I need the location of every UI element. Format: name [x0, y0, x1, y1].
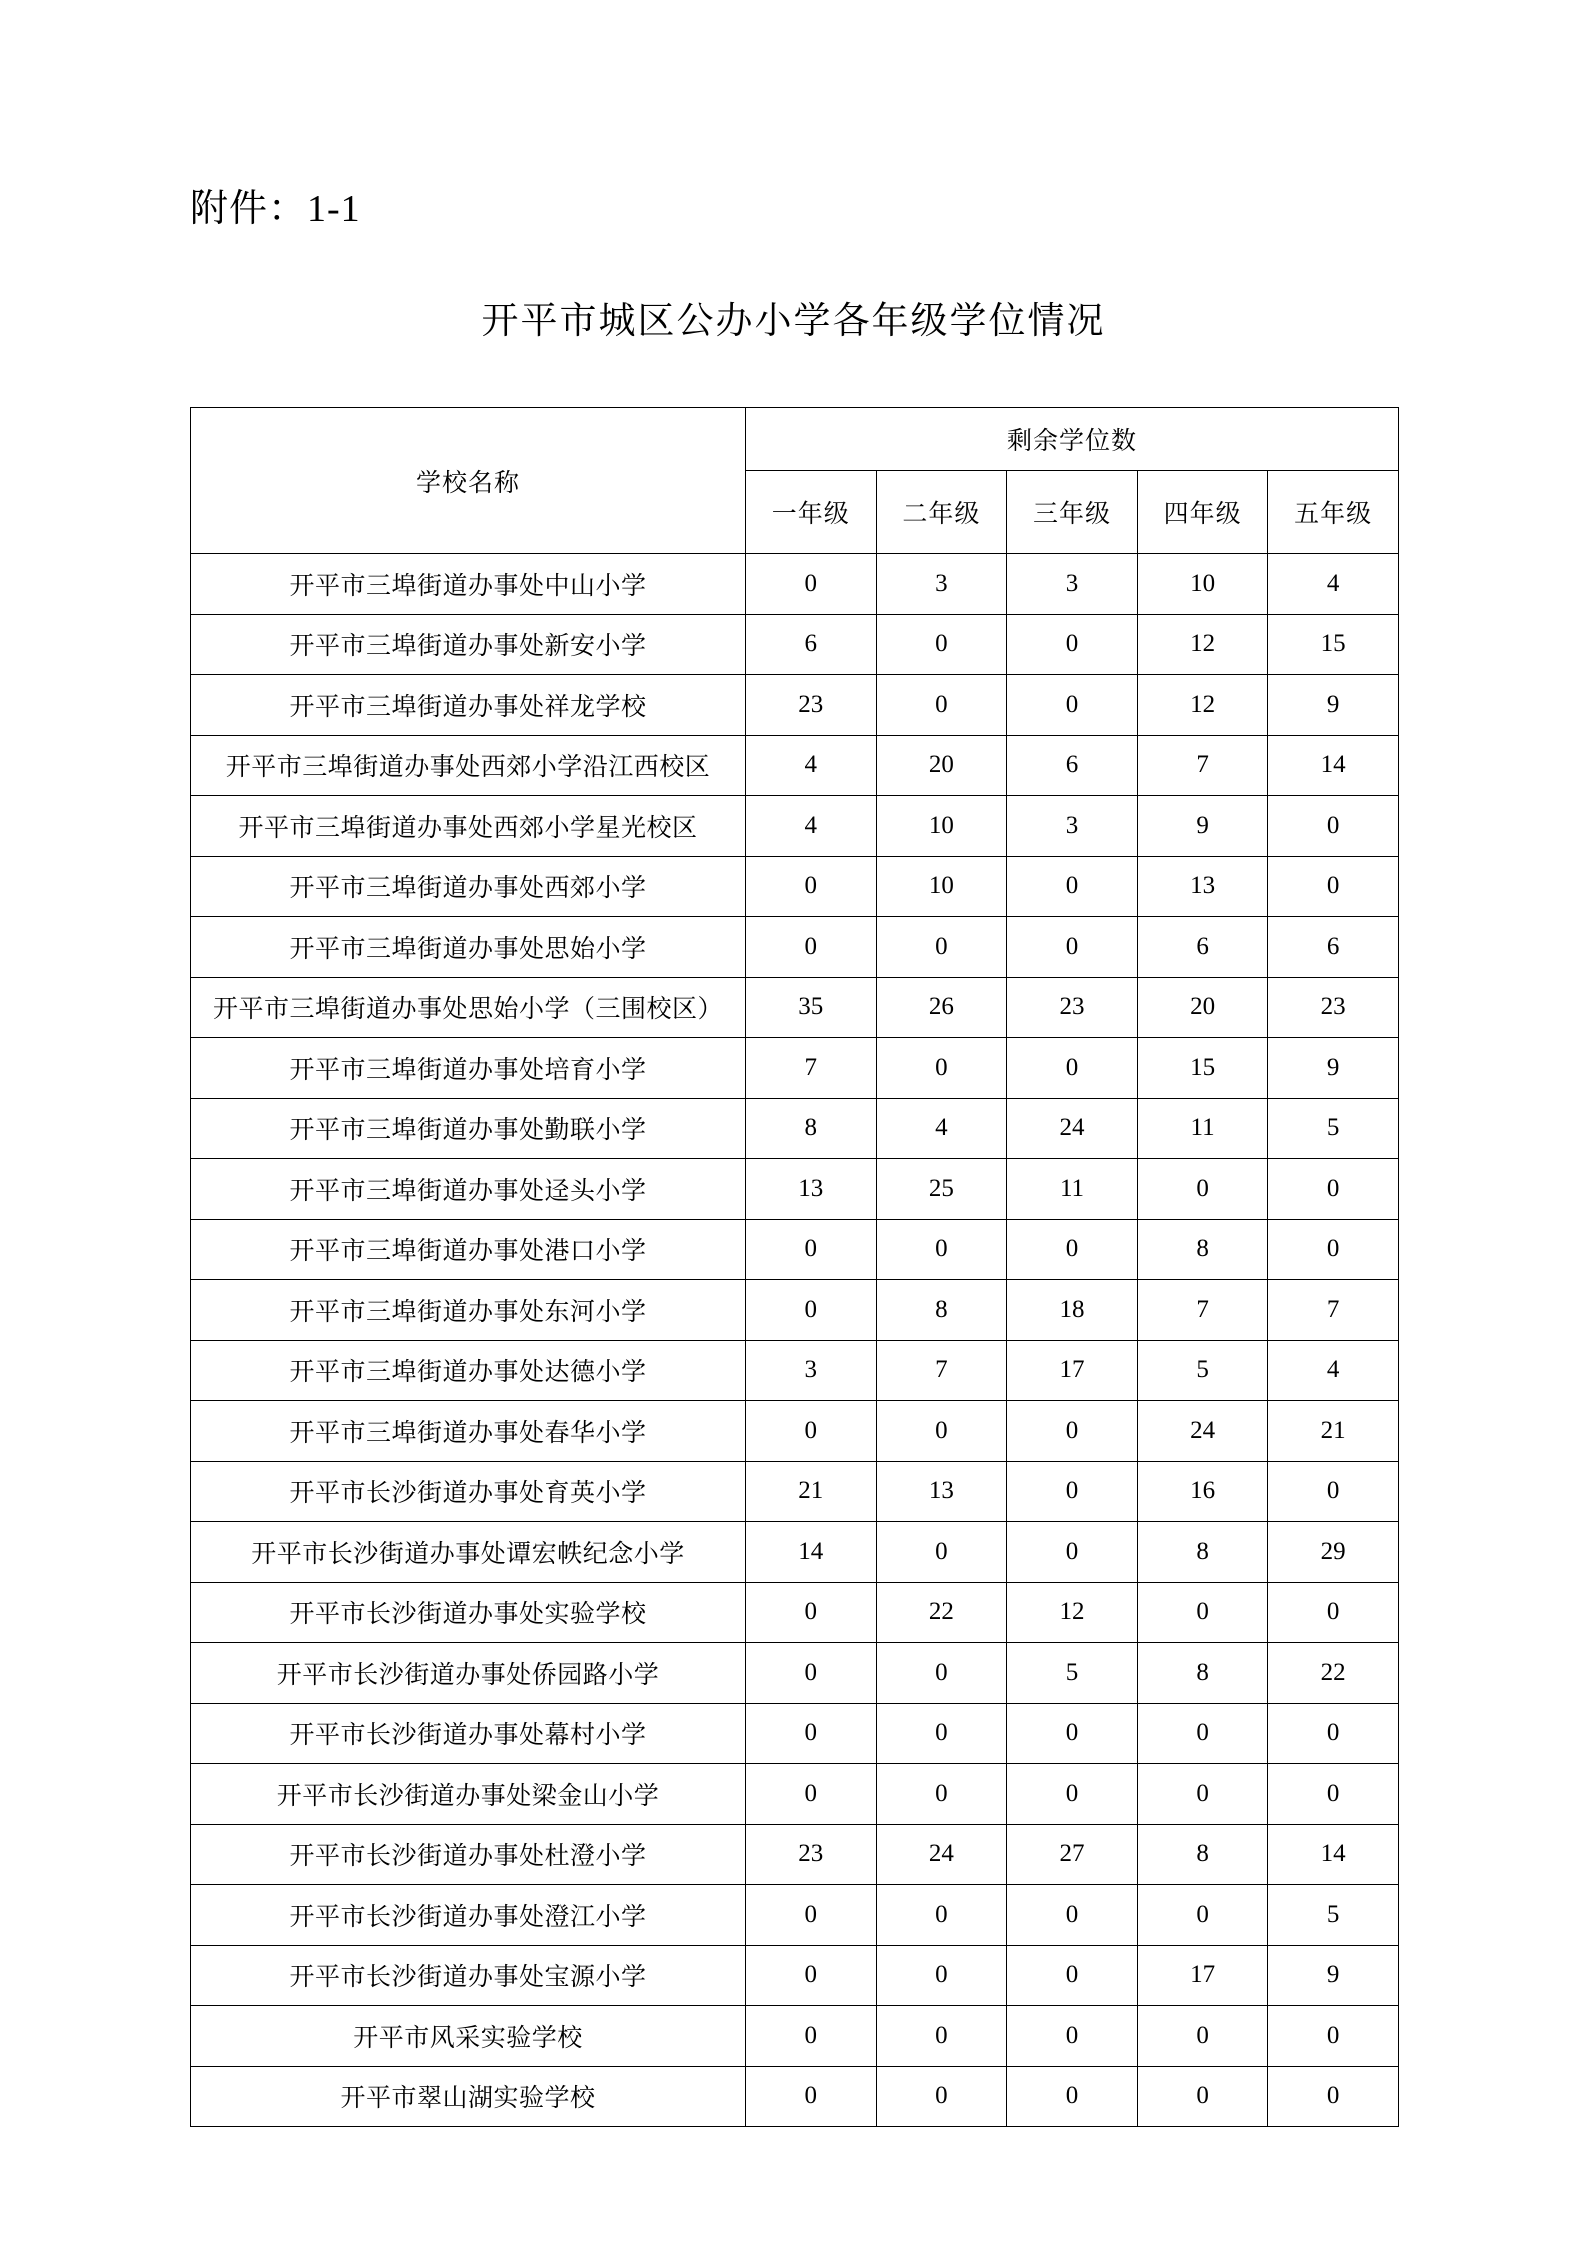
seats-cell-grade-2: 4	[876, 1098, 1007, 1159]
seats-cell-grade-4: 5	[1137, 1340, 1268, 1401]
table-header	[191, 408, 1399, 554]
table-row	[191, 1522, 1399, 1583]
seats-cell-grade-2: 0	[876, 917, 1007, 978]
seats-cell-grade-4: 9	[1137, 796, 1268, 857]
school-name-cell: 开平市长沙街道办事处宝源小学	[191, 1945, 746, 2006]
school-name-cell: 开平市长沙街道办事处梁金山小学	[191, 1764, 746, 1825]
table-row	[191, 917, 1399, 978]
table-row	[191, 735, 1399, 796]
seats-cell-grade-4: 10	[1137, 554, 1268, 615]
school-name-cell: 开平市三埠街道办事处中山小学	[191, 554, 746, 615]
table-row	[191, 1764, 1399, 1825]
school-name-cell: 开平市三埠街道办事处思始小学	[191, 917, 746, 978]
seats-cell-grade-3: 0	[1007, 1703, 1138, 1764]
seats-table	[190, 407, 1399, 2127]
seats-cell-grade-1: 0	[746, 1703, 877, 1764]
header-row-group	[191, 408, 1399, 471]
seats-cell-grade-4: 15	[1137, 1038, 1268, 1099]
seats-cell-grade-4: 8	[1137, 1522, 1268, 1583]
seats-cell-grade-1: 8	[746, 1098, 877, 1159]
seats-cell-grade-2: 0	[876, 1401, 1007, 1462]
page-title: 开平市城区公办小学各年级学位情况	[481, 301, 1106, 342]
seats-cell-grade-1: 0	[746, 1643, 877, 1704]
seats-cell-grade-1: 6	[746, 614, 877, 675]
seats-cell-grade-4: 12	[1137, 614, 1268, 675]
seats-cell-grade-3: 12	[1007, 1582, 1138, 1643]
seats-cell-grade-1: 0	[746, 554, 877, 615]
seats-cell-grade-4: 11	[1137, 1098, 1268, 1159]
seats-cell-grade-2: 7	[876, 1340, 1007, 1401]
table-row	[191, 1159, 1399, 1220]
seats-cell-grade-3: 3	[1007, 796, 1138, 857]
seats-cell-grade-5: 4	[1268, 1340, 1399, 1401]
seats-cell-grade-5: 0	[1268, 1159, 1399, 1220]
school-name-cell: 开平市三埠街道办事处西郊小学星光校区	[191, 796, 746, 857]
column-header-grade-3: 三年级	[1007, 471, 1138, 554]
table-row	[191, 2006, 1399, 2067]
seats-cell-grade-4: 17	[1137, 1945, 1268, 2006]
seats-cell-grade-3: 0	[1007, 675, 1138, 736]
seats-cell-grade-4: 6	[1137, 917, 1268, 978]
seats-cell-grade-5: 5	[1268, 1098, 1399, 1159]
seats-cell-grade-1: 0	[746, 1401, 877, 1462]
seats-cell-grade-4: 20	[1137, 977, 1268, 1038]
table-body	[191, 554, 1399, 2127]
table-row	[191, 1340, 1399, 1401]
seats-cell-grade-5: 0	[1268, 1461, 1399, 1522]
seats-cell-grade-2: 8	[876, 1280, 1007, 1341]
seats-cell-grade-3: 0	[1007, 917, 1138, 978]
seats-cell-grade-1: 4	[746, 796, 877, 857]
seats-cell-grade-4: 12	[1137, 675, 1268, 736]
seats-cell-grade-3: 0	[1007, 1885, 1138, 1946]
seats-cell-grade-3: 0	[1007, 1219, 1138, 1280]
seats-cell-grade-2: 13	[876, 1461, 1007, 1522]
table-row	[191, 796, 1399, 857]
seats-cell-grade-4: 8	[1137, 1824, 1268, 1885]
seats-cell-grade-3: 0	[1007, 2066, 1138, 2127]
table-row	[191, 1703, 1399, 1764]
seats-cell-grade-2: 10	[876, 796, 1007, 857]
seats-cell-grade-1: 35	[746, 977, 877, 1038]
table-row	[191, 554, 1399, 615]
seats-cell-grade-4: 0	[1137, 1764, 1268, 1825]
seats-cell-grade-1: 0	[746, 1219, 877, 1280]
school-name-cell: 开平市三埠街道办事处东河小学	[191, 1280, 746, 1341]
seats-cell-grade-3: 27	[1007, 1824, 1138, 1885]
column-header-remaining-seats: 剩余学位数	[746, 408, 1399, 471]
seats-cell-grade-3: 18	[1007, 1280, 1138, 1341]
seats-cell-grade-5: 7	[1268, 1280, 1399, 1341]
seats-cell-grade-4: 0	[1137, 1159, 1268, 1220]
seats-cell-grade-4: 0	[1137, 2066, 1268, 2127]
seats-cell-grade-4: 0	[1137, 1703, 1268, 1764]
seats-cell-grade-3: 3	[1007, 554, 1138, 615]
seats-cell-grade-3: 23	[1007, 977, 1138, 1038]
seats-cell-grade-1: 0	[746, 917, 877, 978]
seats-cell-grade-4: 7	[1137, 735, 1268, 796]
column-header-grade-4: 四年级	[1137, 471, 1268, 554]
seats-cell-grade-2: 0	[876, 1885, 1007, 1946]
seats-cell-grade-2: 25	[876, 1159, 1007, 1220]
school-name-cell: 开平市三埠街道办事处达德小学	[191, 1340, 746, 1401]
seats-cell-grade-2: 20	[876, 735, 1007, 796]
seats-cell-grade-2: 10	[876, 856, 1007, 917]
seats-cell-grade-4: 0	[1137, 2006, 1268, 2067]
seats-cell-grade-1: 0	[746, 1945, 877, 2006]
table-row	[191, 1280, 1399, 1341]
seats-cell-grade-3: 0	[1007, 614, 1138, 675]
school-name-cell: 开平市三埠街道办事处祥龙学校	[191, 675, 746, 736]
seats-cell-grade-1: 23	[746, 675, 877, 736]
seats-cell-grade-5: 4	[1268, 554, 1399, 615]
seats-cell-grade-4: 8	[1137, 1643, 1268, 1704]
seats-cell-grade-5: 0	[1268, 856, 1399, 917]
table-row	[191, 1643, 1399, 1704]
seats-cell-grade-1: 0	[746, 1582, 877, 1643]
seats-cell-grade-1: 0	[746, 856, 877, 917]
seats-cell-grade-5: 9	[1268, 675, 1399, 736]
school-name-cell: 开平市长沙街道办事处实验学校	[191, 1582, 746, 1643]
seats-cell-grade-4: 7	[1137, 1280, 1268, 1341]
seats-cell-grade-3: 17	[1007, 1340, 1138, 1401]
seats-cell-grade-2: 0	[876, 1038, 1007, 1099]
school-name-cell: 开平市翠山湖实验学校	[191, 2066, 746, 2127]
seats-cell-grade-3: 0	[1007, 1764, 1138, 1825]
seats-cell-grade-3: 0	[1007, 1038, 1138, 1099]
seats-cell-grade-4: 13	[1137, 856, 1268, 917]
seats-cell-grade-1: 4	[746, 735, 877, 796]
school-name-cell: 开平市三埠街道办事处思始小学（三围校区）	[191, 977, 746, 1038]
school-name-cell: 开平市三埠街道办事处西郊小学沿江西校区	[191, 735, 746, 796]
column-header-school: 学校名称	[191, 408, 746, 554]
column-header-grade-2: 二年级	[876, 471, 1007, 554]
seats-cell-grade-2: 0	[876, 614, 1007, 675]
seats-cell-grade-1: 0	[746, 1280, 877, 1341]
seats-cell-grade-4: 8	[1137, 1219, 1268, 1280]
seats-cell-grade-3: 0	[1007, 2006, 1138, 2067]
seats-cell-grade-5: 14	[1268, 1824, 1399, 1885]
seats-cell-grade-2: 0	[876, 1522, 1007, 1583]
attachment-label: 附件：1-1	[190, 188, 361, 230]
school-name-cell: 开平市长沙街道办事处澄江小学	[191, 1885, 746, 1946]
seats-cell-grade-2: 0	[876, 1643, 1007, 1704]
seats-cell-grade-2: 0	[876, 2006, 1007, 2067]
seats-cell-grade-5: 5	[1268, 1885, 1399, 1946]
seats-cell-grade-2: 0	[876, 1945, 1007, 2006]
school-name-cell: 开平市风采实验学校	[191, 2006, 746, 2067]
seats-cell-grade-2: 0	[876, 1764, 1007, 1825]
seats-cell-grade-1: 21	[746, 1461, 877, 1522]
seats-table-container	[190, 407, 1398, 2127]
school-name-cell: 开平市长沙街道办事处侨园路小学	[191, 1643, 746, 1704]
seats-cell-grade-5: 0	[1268, 2066, 1399, 2127]
seats-cell-grade-4: 0	[1137, 1582, 1268, 1643]
table-row	[191, 2066, 1399, 2127]
seats-cell-grade-5: 21	[1268, 1401, 1399, 1462]
table-row	[191, 1219, 1399, 1280]
seats-cell-grade-5: 23	[1268, 977, 1399, 1038]
table-row	[191, 1885, 1399, 1946]
table-row	[191, 675, 1399, 736]
seats-cell-grade-5: 9	[1268, 1038, 1399, 1099]
school-name-cell: 开平市长沙街道办事处杜澄小学	[191, 1824, 746, 1885]
seats-cell-grade-5: 22	[1268, 1643, 1399, 1704]
seats-cell-grade-2: 0	[876, 2066, 1007, 2127]
table-row	[191, 1945, 1399, 2006]
seats-cell-grade-1: 0	[746, 2006, 877, 2067]
seats-cell-grade-2: 24	[876, 1824, 1007, 1885]
seats-cell-grade-5: 0	[1268, 2006, 1399, 2067]
school-name-cell: 开平市三埠街道办事处西郊小学	[191, 856, 746, 917]
school-name-cell: 开平市三埠街道办事处港口小学	[191, 1219, 746, 1280]
table-row	[191, 1098, 1399, 1159]
seats-cell-grade-3: 0	[1007, 1945, 1138, 2006]
seats-cell-grade-2: 22	[876, 1582, 1007, 1643]
seats-cell-grade-2: 0	[876, 1703, 1007, 1764]
table-row	[191, 1461, 1399, 1522]
seats-cell-grade-1: 0	[746, 2066, 877, 2127]
school-name-cell: 开平市三埠街道办事处新安小学	[191, 614, 746, 675]
table-row	[191, 1038, 1399, 1099]
seats-cell-grade-2: 0	[876, 675, 1007, 736]
seats-cell-grade-1: 23	[746, 1824, 877, 1885]
school-name-cell: 开平市长沙街道办事处幕村小学	[191, 1703, 746, 1764]
school-name-cell: 开平市三埠街道办事处勤联小学	[191, 1098, 746, 1159]
seats-cell-grade-4: 16	[1137, 1461, 1268, 1522]
seats-cell-grade-5: 29	[1268, 1522, 1399, 1583]
school-name-cell: 开平市长沙街道办事处育英小学	[191, 1461, 746, 1522]
seats-cell-grade-5: 0	[1268, 796, 1399, 857]
school-name-cell: 开平市长沙街道办事处谭宏帙纪念小学	[191, 1522, 746, 1583]
seats-cell-grade-3: 24	[1007, 1098, 1138, 1159]
seats-cell-grade-5: 14	[1268, 735, 1399, 796]
seats-cell-grade-1: 0	[746, 1764, 877, 1825]
seats-cell-grade-5: 0	[1268, 1582, 1399, 1643]
seats-cell-grade-5: 9	[1268, 1945, 1399, 2006]
seats-cell-grade-3: 11	[1007, 1159, 1138, 1220]
column-header-grade-1: 一年级	[746, 471, 877, 554]
seats-cell-grade-3: 6	[1007, 735, 1138, 796]
seats-cell-grade-3: 0	[1007, 1401, 1138, 1462]
seats-cell-grade-5: 0	[1268, 1219, 1399, 1280]
seats-cell-grade-5: 6	[1268, 917, 1399, 978]
seats-cell-grade-1: 0	[746, 1885, 877, 1946]
school-name-cell: 开平市三埠街道办事处春华小学	[191, 1401, 746, 1462]
seats-cell-grade-3: 0	[1007, 1461, 1138, 1522]
table-row	[191, 977, 1399, 1038]
seats-cell-grade-3: 0	[1007, 1522, 1138, 1583]
seats-cell-grade-5: 0	[1268, 1764, 1399, 1825]
seats-cell-grade-4: 24	[1137, 1401, 1268, 1462]
table-row	[191, 614, 1399, 675]
seats-cell-grade-2: 3	[876, 554, 1007, 615]
school-name-cell: 开平市三埠街道办事处迳头小学	[191, 1159, 746, 1220]
seats-cell-grade-4: 0	[1137, 1885, 1268, 1946]
seats-cell-grade-1: 14	[746, 1522, 877, 1583]
seats-cell-grade-3: 0	[1007, 856, 1138, 917]
seats-cell-grade-2: 26	[876, 977, 1007, 1038]
seats-cell-grade-3: 5	[1007, 1643, 1138, 1704]
seats-cell-grade-1: 3	[746, 1340, 877, 1401]
seats-cell-grade-1: 7	[746, 1038, 877, 1099]
table-row	[191, 1824, 1399, 1885]
seats-cell-grade-1: 13	[746, 1159, 877, 1220]
table-row	[191, 856, 1399, 917]
seats-cell-grade-5: 0	[1268, 1703, 1399, 1764]
school-name-cell: 开平市三埠街道办事处培育小学	[191, 1038, 746, 1099]
column-header-grade-5: 五年级	[1268, 471, 1399, 554]
seats-cell-grade-2: 0	[876, 1219, 1007, 1280]
table-row	[191, 1582, 1399, 1643]
table-row	[191, 1401, 1399, 1462]
seats-cell-grade-5: 15	[1268, 614, 1399, 675]
